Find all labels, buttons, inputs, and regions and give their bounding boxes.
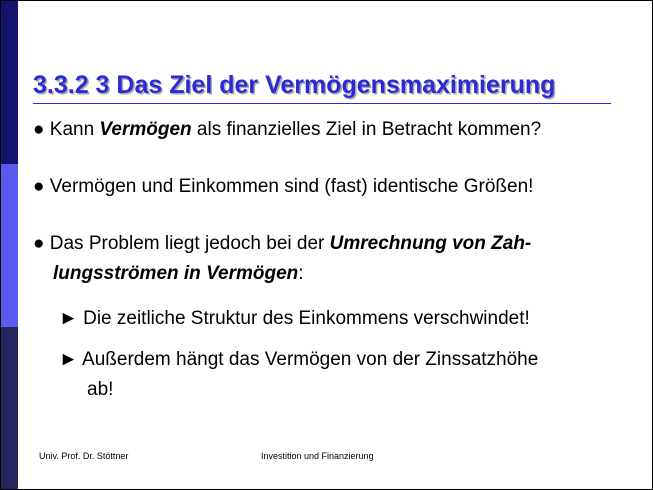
subbullet-1: [59, 308, 530, 330]
bullet-3-continuation: [53, 263, 304, 285]
bullet-2-text: Vermögen und Einkommen sind (fast) identische Größen!: [49, 176, 534, 197]
bullet-3-post: :: [298, 263, 304, 284]
bullet-3: [33, 233, 531, 255]
bullet-1-post: als finanzielles Ziel in Betracht kommen?: [191, 119, 542, 140]
arrow-right-icon: ►: [59, 308, 78, 329]
bullet-3-pre: Das Problem liegt jedoch bei der: [49, 233, 330, 254]
subbullet-1-text: Die zeitliche Struktur des Einkommens verschwindet!: [83, 308, 530, 329]
bullet-1-pre: Kann: [49, 119, 100, 140]
side-bar-bottom: [1, 327, 18, 489]
bullet-2: [33, 176, 533, 198]
bullet-1-emphasis: Vermögen: [99, 119, 192, 140]
subbullet-2: [59, 349, 538, 371]
bullet-dot-icon: ●: [33, 119, 45, 140]
side-bar-top: [1, 1, 18, 164]
subbullet-2-continuation: [87, 379, 113, 401]
bullet-dot-icon: ●: [33, 233, 45, 254]
bullet-3-emphasis-2: lungsströmen in Vermögen: [53, 263, 299, 284]
subbullet-2-text: Außerdem hängt das Vermögen von der Zinssatzhöhe: [82, 349, 539, 370]
subbullet-2-text-2: ab!: [87, 379, 114, 400]
bullet-3-emphasis: Umrechnung von Zah-: [329, 233, 532, 254]
bullet-dot-icon: ●: [33, 176, 45, 197]
arrow-right-icon: ►: [59, 349, 78, 370]
title-underline: [33, 103, 611, 104]
footer-course: Investition und Finanzierung: [261, 451, 374, 461]
slide-title: 3.3.2 3 Das Ziel der Vermögensmaximierung: [33, 71, 556, 99]
footer-author: Univ. Prof. Dr. Stöttner: [39, 451, 129, 461]
side-bar-middle: [1, 164, 18, 327]
bullet-1: [33, 119, 541, 141]
